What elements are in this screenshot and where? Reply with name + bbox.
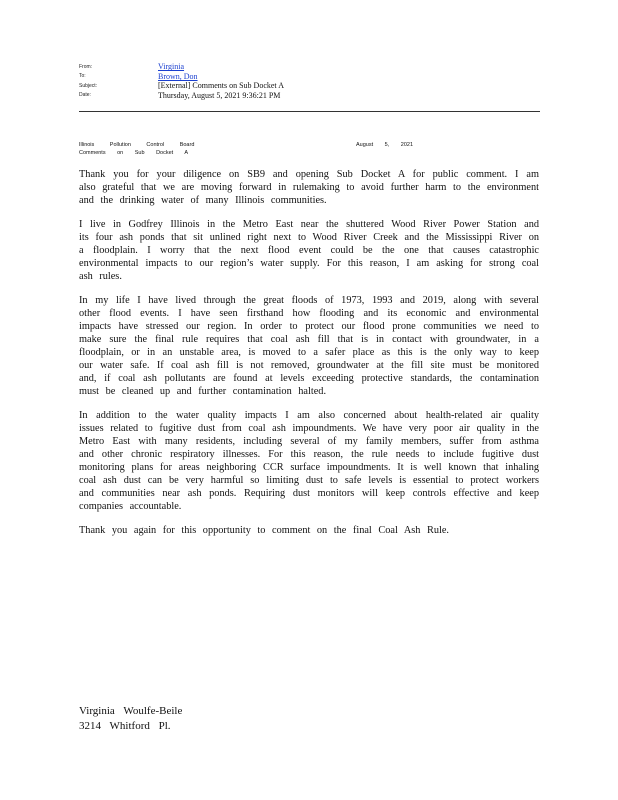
- subject-row: [79, 81, 539, 91]
- letter-body: [79, 168, 539, 548]
- date-value: Thursday, August 5, 2021 9:36:21 PM: [158, 90, 281, 100]
- signature-address: 3214 Whitford Pl.: [79, 720, 171, 732]
- to-row: [79, 72, 539, 82]
- from-row: [79, 62, 539, 72]
- letterhead-org: Illinois Pollution Control Board: [79, 142, 195, 148]
- letterhead-subject: Comments on Sub Docket A: [79, 150, 189, 156]
- subject-label: Subject:: [79, 82, 98, 89]
- from-link[interactable]: Virginia: [158, 62, 185, 72]
- email-header: [79, 62, 539, 100]
- letterhead: [79, 141, 539, 157]
- paragraph: I live in Godfrey Illinois in the Metro East near the shuttered Wood River Power Station and its four ash ponds that sit unlined right next to Wood River Creek and the Mississippi River on a floodplain. I worry that the next flood event could be the one that causes catastrophic environmental impacts to our region’s water supply. For this reason, I am asking for strong coal ash rules.: [79, 219, 539, 282]
- from-label: From:: [79, 63, 93, 70]
- to-label: To:: [79, 73, 86, 80]
- to-link[interactable]: Brown, Don: [158, 71, 198, 81]
- signature-name: Virginia Woulfe-Beile: [79, 705, 183, 717]
- date-label: Date:: [79, 92, 91, 99]
- paragraph: In addition to the water quality impacts I am also concerned about health-related air quality issues related to fugitive dust from coal ash impoundments. We have very poor air quality in the Metro East with many residents, including several of my family members, suffer from asthma and other chronic respiratory illnesses. For this reason, the rule needs to include fugitive dust monitoring plans for areas neighboring CCR surface impoundments. It is well known that inhaling coal ash dust can be very harmful so limiting dust to safe levels is essential to protect workers and communities near ash ponds. Requiring dust monitors will keep controls effective and keep companies accountable.: [79, 410, 539, 512]
- letterhead-date: August 5, 2021: [356, 142, 414, 148]
- signature-block: [79, 704, 182, 734]
- paragraph: In my life I have lived through the great floods of 1973, 1993 and 2019, along with several other flood events. I have seen firsthand how flooding and its economic and environmental impacts have stressed our region. In order to protect our flood prone communities we need to make sure the final rule requires that coal ash fill that is in contact with groundwater, in a floodplain, or in an unstable area, is moved to a safer place as this is the only way to keep our water safe. If coal ash fill is not removed, groundwater at the fill site must be monitored and, if coal ash pollutants are found at levels exceeding protective standards, the contamination must be cleaned up and further contamination halted.: [79, 295, 539, 397]
- date-row: [79, 91, 539, 101]
- header-divider: [79, 111, 540, 112]
- paragraph: Thank you again for this opportunity to comment on the final Coal Ash Rule.: [79, 525, 450, 536]
- paragraph: Thank you for your diligence on SB9 and opening Sub Docket A for public comment. I am also grateful that we are moving forward in rulemaking to avoid further harm to the environment and the drinking water of many Illinois communities.: [79, 169, 539, 206]
- subject-value: [External] Comments on Sub Docket A: [158, 81, 284, 91]
